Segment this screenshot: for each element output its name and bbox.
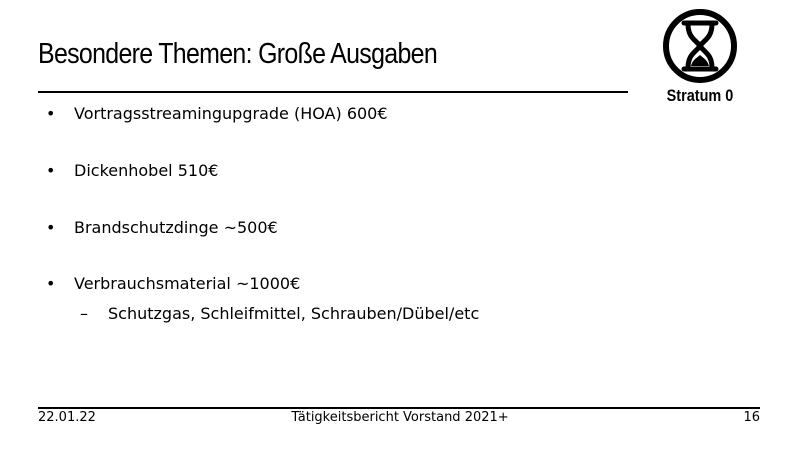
list-item-text: Verbrauchsmaterial ~1000€ [74, 274, 301, 293]
list-item [46, 104, 388, 123]
footer-divider [38, 407, 760, 409]
list-item-text: Vortragsstreamingupgrade (HOA) 600€ [74, 104, 388, 123]
footer-title: Tätigkeitsbericht Vorstand 2021+ [291, 410, 509, 425]
page-number: 16 [743, 410, 760, 425]
list-item [46, 274, 300, 293]
title-divider [38, 91, 628, 93]
list-item-text: Dickenhobel 510€ [74, 161, 219, 180]
logo-text: Stratum 0 [666, 86, 734, 105]
dash-icon: – [80, 304, 88, 323]
bullet-icon: • [46, 218, 56, 237]
slide-title: Besondere Themen: Große Ausgaben [38, 38, 438, 70]
stratum0-logo [660, 8, 740, 108]
bullet-icon: • [46, 274, 56, 293]
list-item [46, 218, 278, 237]
hourglass-icon [660, 8, 740, 86]
list-item [46, 161, 218, 180]
bullet-icon: • [46, 104, 56, 123]
list-item-text: Brandschutzdinge ~500€ [74, 218, 278, 237]
footer-date: 22.01.22 [38, 410, 96, 425]
sub-list-item [80, 304, 479, 323]
sub-list-item-text: Schutzgas, Schleifmittel, Schrauben/Dübel/etc [108, 304, 480, 323]
bullet-icon: • [46, 161, 56, 180]
